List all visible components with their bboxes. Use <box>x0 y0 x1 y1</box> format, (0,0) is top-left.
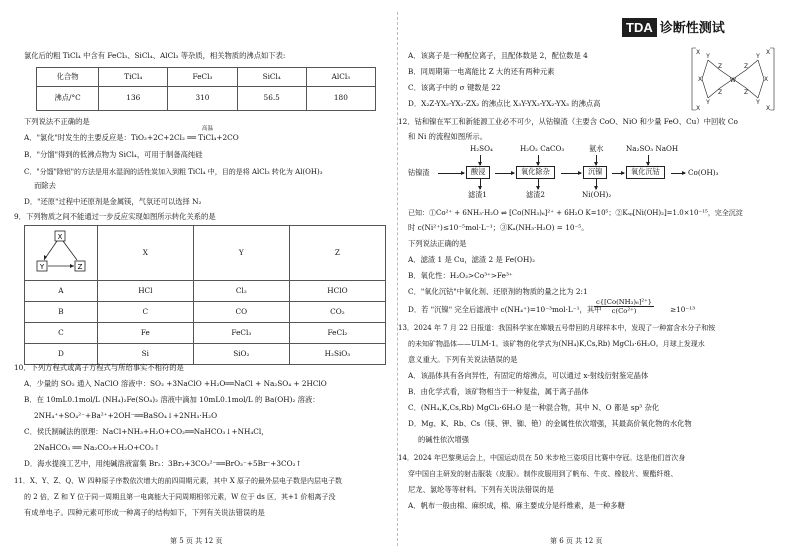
q8-condition: 高温 <box>202 126 214 132</box>
flow-arrow <box>561 173 581 174</box>
q8-stem: 下列说法不正确的是 <box>24 117 90 126</box>
q13-line-1: 13．2024 年 7 月 22 日报道：我国科学家在嫦娥五号带回的月球样本中，发现了一种富含水分子和铵 <box>398 324 716 332</box>
page-footer-right: 第 6 页 共 12 页 <box>550 537 603 545</box>
table-cell: CO₂ <box>289 302 385 323</box>
q9-option-label: A <box>25 281 98 302</box>
q10-option-b: B．在 10mL0.1mol/L (NH₄)₂Fe(SO₄)₂ 溶液中滴加 10mL0.1mol/L 的 Ba(OH)₂ 溶液： <box>24 395 320 404</box>
page-divider <box>397 12 398 546</box>
q13-option-a: A．该晶体具有各向异性，有固定的熔沸点，可以通过 x-射线衍射鉴定晶体 <box>408 371 649 380</box>
atom-x: X <box>697 76 703 83</box>
atom-x: X <box>765 105 771 112</box>
q11-option-c: C．该离子中的 σ 键数是 22 <box>408 83 501 92</box>
table-row-head: 化合物 <box>37 68 99 87</box>
table-row-head: 沸点/°C <box>37 87 99 111</box>
atom-x: X <box>695 49 701 56</box>
q9-option-label: C <box>25 323 98 344</box>
q8-option-c-cont: 而除去 <box>34 181 56 190</box>
q8-intro: 氯化后的粗 TiCl₄ 中含有 FeCl₃、SiCl₄、AlCl₃ 等杂质，相关物质的沸点如下表: <box>24 51 286 60</box>
fraction-numerator: c{[Co(NH₃)₆]²⁺} <box>596 298 652 306</box>
q12-option-b: B．氧化性：H₂O₂>Co³⁺>Fe³⁺ <box>408 271 513 280</box>
table-cell: HCl <box>97 281 193 302</box>
page-footer-left: 第 5 页 共 12 页 <box>170 537 223 545</box>
q14-line-1: 14．2024 年巴黎奥运会上，中国运动员在 50 米步枪三姿项目比赛中夺冠。这是他们首次身 <box>398 454 686 462</box>
arrow-reagent-2 <box>538 155 539 165</box>
atom-y: Y <box>706 53 710 60</box>
reagent-3: 氨水 <box>589 144 604 153</box>
q12-process-flow <box>408 145 780 207</box>
boiling-point-table <box>36 67 376 111</box>
q14-line-3: 尼龙、氯纶等等材料。下列有关说法错误的是 <box>408 485 554 494</box>
q12-fraction <box>594 298 654 315</box>
q11-line-3: 有成单电子。四种元素可形成一种离子的结构如下，下列有关说法错误的是 <box>24 508 265 517</box>
q13-option-b: B．由化学式看，该矿物相当于一种复盐，属于离子晶体 <box>408 387 589 396</box>
q13-option-c: C．(NH₄,K,Cs,Rb) MgCl₃·6H₂O 是一种混合物，其中 N、O 都是 sp³ 杂化 <box>408 403 660 412</box>
atom-x: X <box>695 105 701 112</box>
q9-option-label: D <box>25 344 98 365</box>
q9-diagram-cell <box>25 226 98 281</box>
step-oxidize-remove: 氧化除杂 <box>516 166 555 179</box>
tda-logo: TDA <box>622 18 657 37</box>
residue-1: 滤渣1 <box>468 190 487 199</box>
q12-option-d: D．若 "沉镍" 完全后滤液中 c(NH₄⁺)=10⁻³mol·L⁻¹，其中 <box>408 305 602 314</box>
step-acid-leach: 酸浸 <box>466 166 490 179</box>
left-page <box>14 0 396 558</box>
atom-y: Y <box>756 99 760 106</box>
metal-center-w: W <box>730 77 736 84</box>
table-row <box>25 344 386 365</box>
node-x: X <box>57 232 63 241</box>
atom-y: Y <box>706 99 710 106</box>
atom-z: Z <box>717 89 723 96</box>
arrow-residue-2 <box>538 179 539 189</box>
q12-stem: 下列说法正确的是 <box>408 239 467 248</box>
q14-option-a: A．帆布一般由棉、麻织成，棉、麻主要成分是纤维素，是一种多糖 <box>408 501 625 510</box>
table-cell: HClO <box>289 281 385 302</box>
arrow-residue-1 <box>480 179 481 189</box>
tda-badge <box>622 18 725 37</box>
atom-x: X <box>763 76 769 83</box>
q10-option-c: C．侯氏制碱法的原理：NaCl+NH₃+H₂O+CO₂══NaHCO₃↓+NH₄Cl， <box>24 427 269 436</box>
flow-arrow <box>438 173 464 174</box>
q11-option-d: D．X₂Z-YX₂-YX₂-ZX₂ 的沸点比 X₃Y-YX₂-YX₂-YX₃ 的沸点高 <box>408 99 601 108</box>
node-y: Y <box>39 262 45 271</box>
q8-option-a: A．"氯化"时发生的主要反应是：TiO₂+2C+2Cl₂ ══ TiCl₄+2CO <box>24 133 239 142</box>
table-row <box>25 302 386 323</box>
table-cell: 136 <box>99 87 168 111</box>
atom-z: Z <box>717 63 723 70</box>
table-row <box>25 323 386 344</box>
flow-arrow <box>612 173 624 174</box>
table-cell: H₂SiO₃ <box>289 344 385 365</box>
atom-y: Y <box>756 53 760 60</box>
table-cell: 180 <box>306 87 375 111</box>
q8-option-b: B．"分馏"得到的低沸点物为 SiCl₄，可用于制备高纯硅 <box>24 150 203 159</box>
q11-option-a: A．该离子是一种配位离子，且配体数是 2，配位数是 4 <box>408 51 588 60</box>
arrow-nioh2 <box>596 179 597 189</box>
q13-option-d-cont: 的碱性依次增强 <box>418 435 470 444</box>
badge-label: 诊断性测试 <box>659 19 725 35</box>
table-cell: 310 <box>168 87 237 111</box>
table-cell: AlCl₃ <box>306 68 375 87</box>
table-cell: Cl₂ <box>193 281 289 302</box>
table-cell: Fe <box>97 323 193 344</box>
step-oxidize-cobalt: 氧化沉钴 <box>626 166 665 179</box>
q9-stem: 9．下列物质之间不能通过一步反应实现如图所示转化关系的是 <box>14 212 216 221</box>
table-cell: 56.5 <box>237 87 306 111</box>
q12-known-1: 已知：①Co²⁺ + 6NH₃·H₂O ⇌ [Co(NH₃)₆]²⁺ + 6H₂O K=10⁵；②Kₛₚ[Ni(OH)₂]=1.0×10⁻¹⁵，完全沉淀 <box>408 209 743 217</box>
q14-line-2: 穿中国自主研发的射击服装（皮服）。制作皮服用到了帆布、牛皮、橡胶片、聚酯纤维、 <box>408 470 678 478</box>
table-cell: CO <box>193 302 289 323</box>
q9-header-y: Y <box>193 226 289 281</box>
q12-line-2: 和 Ni 的流程如图所示。 <box>408 132 488 141</box>
product-nioh2: Ni(OH)₂ <box>582 190 612 199</box>
table-cell: FeCl₂ <box>289 323 385 344</box>
arrow-reagent-4 <box>648 155 649 165</box>
arrowhead-z <box>70 264 74 268</box>
table-row <box>25 281 386 302</box>
q10-option-b-eq: 2NH₄⁺+SO₄²⁻+Ba²⁺+2OH⁻══BaSO₄↓+2NH₃·H₂O <box>34 411 218 420</box>
q9-option-label: B <box>25 302 98 323</box>
table-cell: FeCl₃ <box>193 323 289 344</box>
reagent-4: Na₂SO₃ NaOH <box>626 144 679 153</box>
q9-header-z: Z <box>289 226 385 281</box>
q13-line-2: 的未知矿物晶体——ULM-1。该矿物的化学式为(NH₄)K,Cs,Rb) MgCl₃·6H₂O。月球上发现水 <box>408 340 705 348</box>
table-cell: SiCl₄ <box>237 68 306 87</box>
fraction-tail: ≥10⁻¹³ <box>670 305 696 314</box>
flow-arrow <box>671 173 685 174</box>
atom-x: X <box>765 49 771 56</box>
residue-2: 滤渣2 <box>526 190 545 199</box>
q12-option-a: A．滤渣 1 是 Cu，滤渣 2 是 Fe(OH)₂ <box>408 255 536 264</box>
arrow-reagent-3 <box>596 155 597 165</box>
q8-option-c: C．"分馏"除铝"的方法是用水湿润的活性炭加入到粗 TiCl₄ 中，目的是将 AlCl₃ 转化为 Al(OH)₃ <box>24 168 323 176</box>
flow-product: Co(OH)₃ <box>688 168 719 177</box>
q12-option-c: C．"氧化沉钴"中氧化剂、还原剂的物质的量之比为 2:1 <box>408 287 588 296</box>
q9-triangle-diagram <box>31 227 91 277</box>
q11-line-2: 的 2 倍，Z 和 Y 位于同一周期且第一电离能大于同周期相邻元素，W 位于 ds 区，其+1 价相离子没 <box>24 493 336 501</box>
q10-option-a: A．少量的 SO₂ 通入 NaClO 溶液中：SO₂ +3NaClO +H₂O══NaCl + Na₂SO₄ + 2HClO <box>24 379 327 388</box>
arrow-x-z <box>63 241 77 260</box>
q11-line-1: 11．X、Y、Z、Q、W 四种原子序数依次增大的前四周期元素，其中 X 原子的最外层电子数是内层电子数 <box>14 477 342 485</box>
q10-option-c-eq: 2NaHCO₃ ══ Na₂CO₃+H₂O+CO₂↑ <box>34 443 160 452</box>
atom-z: Z <box>743 89 749 96</box>
flow-start: 钴镍渣 <box>408 168 430 177</box>
q10-option-d: D．海水提溴工艺中，用纯碱溶液富集 Br₂：3Br₂+3CO₃²⁻══BrO₃⁻+5Br⁻+3CO₂↑ <box>24 459 302 468</box>
table-cell: Si <box>97 344 193 365</box>
node-z: Z <box>77 262 83 271</box>
reagent-1: H₂SO₄ <box>470 144 493 153</box>
q13-option-d: D．Mg、K、Rb、Cs（镁、钾、铷、铯）的金属性依次增强，其最高价氧化物的水化物 <box>408 419 692 428</box>
table-cell: FeCl₃ <box>168 68 237 87</box>
q11-option-b: B．同周期第一电离能比 Z 大的还有两种元素 <box>408 67 555 76</box>
q13-line-3: 意义重大。下列有关说法错误的是 <box>408 355 518 364</box>
q8-option-d: D．"还原"过程中还原剂是金属镁，气氛还可以选择 N₂ <box>24 197 202 206</box>
reagent-2: H₂O₂ CaCO₃ <box>520 144 565 153</box>
table-cell: TiCl₄ <box>99 68 168 87</box>
q12-line-1: 12．钴和镍在军工和新能源工业必不可少，从钴镍渣（主要含 CoO、NiO 和少量 FeO、Cu）中回收 Co <box>398 117 738 126</box>
q9-table <box>24 225 386 365</box>
step-nickel-precip: 沉镍 <box>583 166 607 179</box>
atom-z: Z <box>743 63 749 70</box>
complex-ion-structure <box>688 44 778 114</box>
q10-stem: 10．下列方程式或离子方程式与所给事实不相符的是 <box>14 363 184 372</box>
table-cell: SiO₂ <box>193 344 289 365</box>
arrow-reagent-1 <box>480 155 481 165</box>
flow-arrow <box>495 173 514 174</box>
fraction-denominator: c(Co²⁺) <box>611 307 637 316</box>
q12-known-2: 时 c(Ni²⁺)≤10⁻⁵mol·L⁻¹；③Kₐ(NH₃·H₂O) = 10⁻⁵。 <box>408 223 589 232</box>
table-cell: C <box>97 302 193 323</box>
q9-header-x: X <box>97 226 193 281</box>
